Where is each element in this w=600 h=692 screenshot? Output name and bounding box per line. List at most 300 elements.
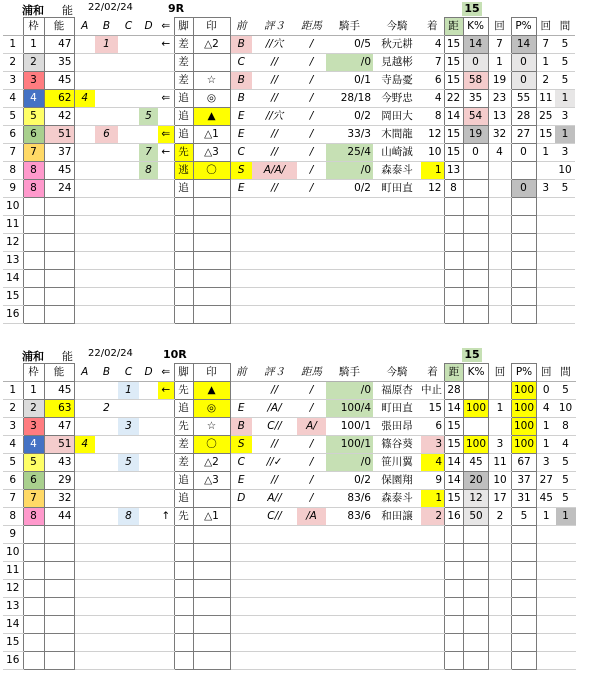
- cell-pp[interactable]: 0: [511, 54, 536, 72]
- cell-c[interactable]: [118, 180, 139, 198]
- cell-chaku[interactable]: [421, 562, 445, 580]
- cell-kp[interactable]: [464, 616, 489, 634]
- cell-kan[interactable]: [555, 234, 575, 252]
- cell-nou[interactable]: [44, 306, 74, 324]
- cell-pp[interactable]: 67: [512, 454, 537, 472]
- cell-arrow[interactable]: [158, 436, 174, 454]
- cell-kan[interactable]: 5: [556, 490, 576, 508]
- cell-nou[interactable]: 45: [44, 162, 74, 180]
- cell-a[interactable]: [74, 472, 95, 490]
- cell-kyoriba[interactable]: /: [297, 108, 326, 126]
- cell-waku[interactable]: 3: [23, 72, 44, 90]
- cell-kan[interactable]: [555, 270, 575, 288]
- cell-kan[interactable]: 5: [555, 36, 575, 54]
- cell-kai2[interactable]: 1: [537, 508, 556, 526]
- cell-c[interactable]: 1: [118, 382, 139, 400]
- cell-shirushi[interactable]: [193, 634, 230, 652]
- cell-b[interactable]: [95, 252, 118, 270]
- cell-kai[interactable]: [489, 616, 512, 634]
- cell-waku[interactable]: 1: [23, 36, 44, 54]
- cell-mae[interactable]: [230, 598, 252, 616]
- cell-kyaku[interactable]: 先: [174, 144, 193, 162]
- cell-n[interactable]: 7: [3, 144, 23, 162]
- cell-shirushi[interactable]: ◎: [193, 400, 230, 418]
- cell-kyoriba[interactable]: /: [297, 472, 326, 490]
- cell-n[interactable]: 3: [3, 72, 23, 90]
- cell-kishu[interactable]: 83/6: [326, 508, 373, 526]
- cell-kp[interactable]: 14: [463, 36, 488, 54]
- cell-chaku[interactable]: 12: [421, 180, 444, 198]
- cell-kai2[interactable]: [536, 288, 555, 306]
- cell-nou[interactable]: 47: [44, 418, 74, 436]
- cell-c[interactable]: [118, 490, 139, 508]
- cell-mae[interactable]: D: [230, 490, 252, 508]
- cell-kyori[interactable]: [445, 544, 464, 562]
- cell-waku[interactable]: 4: [23, 90, 44, 108]
- cell-arrow[interactable]: [158, 616, 174, 634]
- cell-kyaku[interactable]: [174, 306, 193, 324]
- cell-kan[interactable]: [555, 198, 575, 216]
- cell-kai[interactable]: [489, 652, 512, 670]
- cell-kan[interactable]: 4: [556, 436, 576, 454]
- cell-kishu[interactable]: 0/2: [326, 472, 373, 490]
- cell-mae[interactable]: [230, 252, 252, 270]
- cell-kyoriba[interactable]: [297, 270, 326, 288]
- cell-kai2[interactable]: [536, 216, 555, 234]
- cell-kai[interactable]: 10: [489, 472, 512, 490]
- cell-c[interactable]: [118, 400, 139, 418]
- cell-c[interactable]: [118, 234, 139, 252]
- cell-kyoriba[interactable]: [297, 616, 326, 634]
- cell-mae[interactable]: [230, 198, 252, 216]
- cell-c[interactable]: [118, 252, 139, 270]
- cell-kyoriba[interactable]: [297, 288, 326, 306]
- cell-kai2[interactable]: 1: [536, 144, 555, 162]
- cell-mae[interactable]: B: [230, 72, 252, 90]
- cell-kyori[interactable]: 14: [445, 454, 464, 472]
- cell-kai2[interactable]: [537, 652, 556, 670]
- cell-pp[interactable]: [512, 598, 537, 616]
- cell-n[interactable]: 7: [3, 490, 23, 508]
- cell-shirushi[interactable]: [193, 580, 230, 598]
- cell-kishu[interactable]: [326, 288, 373, 306]
- cell-kai2[interactable]: 15: [536, 126, 555, 144]
- cell-shirushi[interactable]: [193, 216, 230, 234]
- cell-chaku[interactable]: 9: [421, 472, 445, 490]
- cell-arrow[interactable]: [158, 652, 174, 670]
- cell-kai2[interactable]: [536, 306, 555, 324]
- cell-c[interactable]: [118, 72, 139, 90]
- cell-a[interactable]: [74, 544, 95, 562]
- cell-kishu[interactable]: [326, 562, 373, 580]
- cell-pp[interactable]: 5: [512, 508, 537, 526]
- cell-konki[interactable]: 岡田大: [373, 108, 421, 126]
- cell-shirushi[interactable]: [193, 598, 230, 616]
- cell-mae[interactable]: S: [230, 436, 252, 454]
- cell-pp[interactable]: 28: [511, 108, 536, 126]
- cell-kyoriba[interactable]: [297, 216, 326, 234]
- cell-kyoriba[interactable]: /: [297, 382, 326, 400]
- cell-nou[interactable]: 47: [44, 36, 74, 54]
- cell-mae[interactable]: [230, 562, 252, 580]
- cell-kan[interactable]: 3: [555, 108, 575, 126]
- cell-kyaku[interactable]: [174, 634, 193, 652]
- cell-pp[interactable]: 100: [512, 418, 537, 436]
- cell-kyori[interactable]: [444, 306, 463, 324]
- cell-c[interactable]: [118, 580, 139, 598]
- cell-nou[interactable]: 29: [44, 472, 74, 490]
- cell-n[interactable]: 4: [3, 90, 23, 108]
- cell-d[interactable]: [139, 508, 158, 526]
- cell-kyoriba[interactable]: A/: [297, 418, 326, 436]
- cell-chaku[interactable]: 8: [421, 108, 444, 126]
- cell-c[interactable]: [118, 216, 139, 234]
- cell-b[interactable]: [95, 580, 118, 598]
- cell-kai[interactable]: 17: [489, 490, 512, 508]
- cell-b[interactable]: [95, 544, 118, 562]
- cell-a[interactable]: [74, 418, 95, 436]
- cell-kyaku[interactable]: 追: [174, 180, 193, 198]
- cell-mae[interactable]: E: [230, 400, 252, 418]
- cell-kyori[interactable]: [444, 216, 463, 234]
- cell-arrow[interactable]: ←: [158, 36, 174, 54]
- cell-kyori[interactable]: 16: [445, 508, 464, 526]
- cell-kai2[interactable]: [537, 616, 556, 634]
- cell-mae[interactable]: C: [230, 144, 252, 162]
- cell-n[interactable]: 2: [3, 400, 23, 418]
- cell-konki[interactable]: 秋元耕: [373, 36, 421, 54]
- cell-kai2[interactable]: 3: [536, 180, 555, 198]
- cell-b[interactable]: 1: [95, 36, 118, 54]
- cell-kp[interactable]: 45: [464, 454, 489, 472]
- cell-kyori[interactable]: [445, 652, 464, 670]
- cell-nou[interactable]: [44, 634, 74, 652]
- cell-kp[interactable]: [463, 216, 488, 234]
- cell-waku[interactable]: [23, 306, 44, 324]
- cell-mae[interactable]: [230, 288, 252, 306]
- cell-waku[interactable]: [23, 234, 44, 252]
- cell-waku[interactable]: 7: [23, 144, 44, 162]
- cell-nou[interactable]: [44, 252, 74, 270]
- cell-chaku[interactable]: [421, 252, 444, 270]
- cell-kyoriba[interactable]: /: [297, 162, 326, 180]
- cell-pp[interactable]: [512, 634, 537, 652]
- cell-d[interactable]: [139, 400, 158, 418]
- cell-n[interactable]: 12: [3, 234, 23, 252]
- cell-kyoriba[interactable]: [297, 198, 326, 216]
- cell-waku[interactable]: [23, 270, 44, 288]
- cell-kai2[interactable]: [536, 198, 555, 216]
- cell-nou[interactable]: 24: [44, 180, 74, 198]
- cell-kai[interactable]: 1: [488, 54, 511, 72]
- cell-c[interactable]: 3: [118, 418, 139, 436]
- cell-kyori[interactable]: 13: [444, 162, 463, 180]
- cell-chaku[interactable]: [421, 234, 444, 252]
- cell-kyori[interactable]: 28: [445, 382, 464, 400]
- cell-a[interactable]: [74, 652, 95, 670]
- cell-pp[interactable]: 0: [511, 144, 536, 162]
- cell-chaku[interactable]: 3: [421, 436, 445, 454]
- cell-hyo3[interactable]: //: [252, 54, 297, 72]
- cell-kp[interactable]: 0: [463, 54, 488, 72]
- cell-kyaku[interactable]: [174, 216, 193, 234]
- cell-c[interactable]: [118, 162, 139, 180]
- cell-kan[interactable]: 1: [556, 508, 576, 526]
- cell-kyori[interactable]: 15: [444, 54, 463, 72]
- cell-kai[interactable]: 23: [488, 90, 511, 108]
- cell-c[interactable]: 8: [118, 508, 139, 526]
- cell-konki[interactable]: 木間龍: [373, 126, 421, 144]
- cell-a[interactable]: [74, 252, 95, 270]
- cell-d[interactable]: [139, 36, 158, 54]
- cell-kyoriba[interactable]: [297, 526, 326, 544]
- cell-waku[interactable]: 6: [23, 472, 44, 490]
- cell-b[interactable]: [95, 454, 118, 472]
- cell-pp[interactable]: [511, 234, 536, 252]
- cell-mae[interactable]: E: [230, 180, 252, 198]
- cell-kishu[interactable]: [326, 252, 373, 270]
- cell-hyo3[interactable]: [252, 598, 297, 616]
- cell-kyoriba[interactable]: /: [297, 454, 326, 472]
- cell-pp[interactable]: 0: [511, 72, 536, 90]
- cell-arrow[interactable]: [158, 198, 174, 216]
- cell-b[interactable]: [95, 562, 118, 580]
- cell-c[interactable]: [118, 634, 139, 652]
- cell-chaku[interactable]: [421, 270, 444, 288]
- cell-kai[interactable]: [489, 580, 512, 598]
- cell-pp[interactable]: [512, 526, 537, 544]
- cell-konki[interactable]: 福原杏: [373, 382, 421, 400]
- cell-kyaku[interactable]: [174, 252, 193, 270]
- cell-d[interactable]: [139, 616, 158, 634]
- cell-kp[interactable]: [463, 252, 488, 270]
- cell-pp[interactable]: [511, 288, 536, 306]
- cell-kyaku[interactable]: 追: [174, 108, 193, 126]
- cell-konki[interactable]: [373, 544, 421, 562]
- cell-kyoriba[interactable]: /: [297, 144, 326, 162]
- cell-c[interactable]: [118, 36, 139, 54]
- cell-kan[interactable]: [556, 616, 576, 634]
- cell-konki[interactable]: [373, 216, 421, 234]
- cell-b[interactable]: [95, 526, 118, 544]
- cell-d[interactable]: [139, 306, 158, 324]
- cell-nou[interactable]: [44, 616, 74, 634]
- cell-kai[interactable]: 11: [489, 454, 512, 472]
- cell-kai2[interactable]: 3: [537, 454, 556, 472]
- cell-konki[interactable]: [373, 270, 421, 288]
- cell-kyaku[interactable]: 逃: [174, 162, 193, 180]
- cell-kyaku[interactable]: [174, 544, 193, 562]
- cell-hyo3[interactable]: [252, 652, 297, 670]
- cell-kishu[interactable]: /0: [326, 162, 373, 180]
- cell-d[interactable]: 5: [139, 108, 158, 126]
- cell-kan[interactable]: 1: [555, 126, 575, 144]
- cell-b[interactable]: [95, 306, 118, 324]
- cell-mae[interactable]: [230, 508, 252, 526]
- cell-kan[interactable]: 5: [555, 72, 575, 90]
- cell-mae[interactable]: B: [230, 36, 252, 54]
- cell-kyaku[interactable]: [174, 234, 193, 252]
- cell-n[interactable]: 6: [3, 126, 23, 144]
- cell-kishu[interactable]: 33/3: [326, 126, 373, 144]
- cell-waku[interactable]: [23, 288, 44, 306]
- cell-nou[interactable]: 62: [44, 90, 74, 108]
- cell-d[interactable]: [139, 288, 158, 306]
- cell-a[interactable]: [74, 508, 95, 526]
- cell-d[interactable]: [139, 634, 158, 652]
- cell-kai[interactable]: 13: [488, 108, 511, 126]
- cell-waku[interactable]: 5: [23, 108, 44, 126]
- cell-waku[interactable]: [23, 652, 44, 670]
- cell-kyoriba[interactable]: /: [297, 36, 326, 54]
- cell-chaku[interactable]: 15: [421, 400, 445, 418]
- cell-mae[interactable]: [230, 234, 252, 252]
- cell-kai[interactable]: [488, 252, 511, 270]
- cell-kyaku[interactable]: [174, 652, 193, 670]
- cell-kp[interactable]: 19: [463, 126, 488, 144]
- cell-hyo3[interactable]: C//: [252, 508, 297, 526]
- cell-arrow[interactable]: [158, 400, 174, 418]
- cell-a[interactable]: [74, 126, 95, 144]
- cell-a[interactable]: 4: [74, 90, 95, 108]
- cell-kan[interactable]: [556, 598, 576, 616]
- cell-shirushi[interactable]: [193, 198, 230, 216]
- cell-d[interactable]: 7: [139, 144, 158, 162]
- cell-kishu[interactable]: [326, 634, 373, 652]
- cell-kai[interactable]: [488, 288, 511, 306]
- cell-kyaku[interactable]: [174, 562, 193, 580]
- cell-arrow[interactable]: ↑: [158, 508, 174, 526]
- cell-konki[interactable]: [373, 652, 421, 670]
- cell-kai[interactable]: [488, 306, 511, 324]
- cell-d[interactable]: [139, 270, 158, 288]
- cell-c[interactable]: [118, 90, 139, 108]
- cell-mae[interactable]: S: [230, 162, 252, 180]
- cell-b[interactable]: [95, 418, 118, 436]
- cell-hyo3[interactable]: //: [252, 144, 297, 162]
- cell-waku[interactable]: 7: [23, 490, 44, 508]
- cell-kai[interactable]: [488, 198, 511, 216]
- cell-kyaku[interactable]: 差: [174, 72, 193, 90]
- cell-kyori[interactable]: 15: [444, 36, 463, 54]
- cell-d[interactable]: [139, 454, 158, 472]
- cell-nou[interactable]: 51: [44, 436, 74, 454]
- cell-arrow[interactable]: [158, 544, 174, 562]
- cell-kan[interactable]: 5: [556, 472, 576, 490]
- cell-arrow[interactable]: ⇐: [158, 90, 174, 108]
- cell-d[interactable]: [139, 382, 158, 400]
- cell-mae[interactable]: [230, 616, 252, 634]
- cell-kai[interactable]: 1: [489, 400, 512, 418]
- cell-arrow[interactable]: [158, 288, 174, 306]
- cell-shirushi[interactable]: [193, 652, 230, 670]
- cell-nou[interactable]: 51: [44, 126, 74, 144]
- cell-shirushi[interactable]: [193, 252, 230, 270]
- cell-kai[interactable]: [488, 216, 511, 234]
- cell-c[interactable]: [118, 126, 139, 144]
- cell-b[interactable]: [95, 436, 118, 454]
- cell-shirushi[interactable]: [193, 544, 230, 562]
- cell-waku[interactable]: 2: [23, 54, 44, 72]
- cell-pp[interactable]: [511, 306, 536, 324]
- cell-shirushi[interactable]: [193, 234, 230, 252]
- cell-c[interactable]: [118, 598, 139, 616]
- cell-hyo3[interactable]: /A/: [252, 400, 297, 418]
- cell-kishu[interactable]: 0/2: [326, 108, 373, 126]
- cell-konki[interactable]: 町田直: [373, 180, 421, 198]
- cell-kishu[interactable]: 0/2: [326, 180, 373, 198]
- cell-kai2[interactable]: 11: [536, 90, 555, 108]
- cell-n[interactable]: 1: [3, 382, 23, 400]
- cell-shirushi[interactable]: △1: [193, 126, 230, 144]
- cell-kyoriba[interactable]: /A: [297, 508, 326, 526]
- cell-konki[interactable]: [373, 634, 421, 652]
- cell-a[interactable]: [74, 72, 95, 90]
- cell-kyori[interactable]: [444, 252, 463, 270]
- cell-n[interactable]: 9: [3, 526, 23, 544]
- cell-hyo3[interactable]: //穴: [252, 36, 297, 54]
- cell-kyori[interactable]: 14: [445, 400, 464, 418]
- cell-konki[interactable]: [373, 198, 421, 216]
- cell-kyori[interactable]: 15: [445, 418, 464, 436]
- cell-d[interactable]: [139, 198, 158, 216]
- cell-kan[interactable]: 5: [556, 382, 576, 400]
- cell-shirushi[interactable]: [193, 306, 230, 324]
- cell-kai2[interactable]: [536, 162, 555, 180]
- cell-waku[interactable]: [23, 216, 44, 234]
- cell-kai2[interactable]: 4: [537, 400, 556, 418]
- cell-kyaku[interactable]: 差: [174, 454, 193, 472]
- cell-kp[interactable]: [464, 652, 489, 670]
- cell-chaku[interactable]: [421, 580, 445, 598]
- cell-b[interactable]: [95, 72, 118, 90]
- cell-kishu[interactable]: [326, 234, 373, 252]
- cell-a[interactable]: [74, 216, 95, 234]
- cell-arrow[interactable]: [158, 270, 174, 288]
- cell-a[interactable]: [74, 162, 95, 180]
- cell-pp[interactable]: 27: [511, 126, 536, 144]
- cell-arrow[interactable]: ⇐: [158, 126, 174, 144]
- cell-arrow[interactable]: [158, 454, 174, 472]
- cell-n[interactable]: 14: [3, 270, 23, 288]
- cell-b[interactable]: [95, 180, 118, 198]
- cell-kyaku[interactable]: [174, 270, 193, 288]
- cell-konki[interactable]: [373, 580, 421, 598]
- cell-pp[interactable]: [511, 198, 536, 216]
- cell-n[interactable]: 5: [3, 108, 23, 126]
- cell-arrow[interactable]: [158, 180, 174, 198]
- cell-b[interactable]: [95, 652, 118, 670]
- cell-d[interactable]: [139, 90, 158, 108]
- cell-kyoriba[interactable]: /: [297, 436, 326, 454]
- cell-mae[interactable]: E: [230, 126, 252, 144]
- cell-kan[interactable]: [556, 652, 576, 670]
- cell-kp[interactable]: [463, 162, 488, 180]
- cell-waku[interactable]: 4: [23, 436, 44, 454]
- cell-nou[interactable]: [44, 216, 74, 234]
- cell-kan[interactable]: 5: [556, 454, 576, 472]
- cell-shirushi[interactable]: △2: [193, 454, 230, 472]
- cell-b[interactable]: [95, 216, 118, 234]
- cell-kan[interactable]: 5: [555, 180, 575, 198]
- cell-pp[interactable]: 55: [511, 90, 536, 108]
- cell-n[interactable]: 1: [3, 36, 23, 54]
- cell-pp[interactable]: 31: [512, 490, 537, 508]
- cell-b[interactable]: [95, 270, 118, 288]
- cell-waku[interactable]: 1: [23, 382, 44, 400]
- cell-arrow[interactable]: ←: [158, 382, 174, 400]
- cell-konki[interactable]: [373, 598, 421, 616]
